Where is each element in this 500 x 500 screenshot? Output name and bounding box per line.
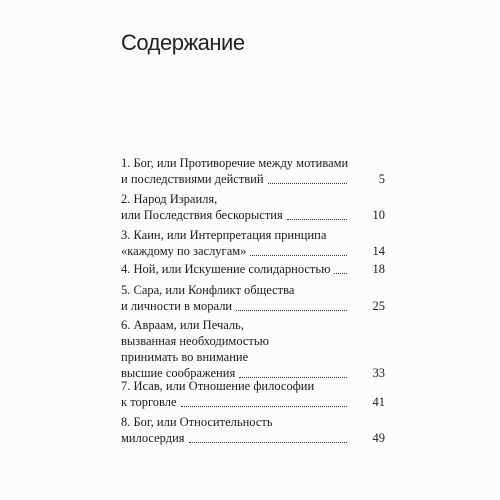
toc-line-text: 3. Каин, или Интерпретация принципа bbox=[121, 228, 327, 242]
toc-line bbox=[121, 227, 385, 243]
toc-line-text: 2. Народ Израиля, bbox=[121, 192, 218, 206]
toc-line bbox=[121, 317, 385, 333]
toc-line-text: 7. Исав, или Отношение философии bbox=[121, 379, 315, 393]
toc-line bbox=[121, 378, 385, 394]
toc-page-number: 33 bbox=[372, 366, 385, 380]
toc-page-number: 25 bbox=[372, 299, 385, 313]
toc-line bbox=[121, 414, 385, 430]
dot-leader bbox=[236, 310, 347, 311]
toc-line bbox=[121, 430, 385, 446]
toc-page-number: 14 bbox=[372, 244, 385, 258]
toc-line-text: вызванная необходимостью bbox=[121, 334, 269, 348]
toc-entry bbox=[121, 282, 385, 314]
toc-line-text: 5. Сара, или Конфликт общества bbox=[121, 283, 295, 297]
toc-entry bbox=[121, 378, 385, 410]
toc-line-text: и личности в морали bbox=[121, 299, 233, 313]
toc-line bbox=[121, 282, 385, 298]
toc-entry bbox=[121, 227, 385, 259]
toc-page-number: 49 bbox=[372, 431, 385, 445]
toc-entry bbox=[121, 414, 385, 446]
toc-line-text: 8. Бог, или Относительность bbox=[121, 415, 273, 429]
dot-leader bbox=[287, 219, 347, 220]
dot-leader bbox=[181, 406, 347, 407]
toc-line-text: 6. Авраам, или Печаль, bbox=[121, 318, 244, 332]
toc-entry bbox=[121, 317, 385, 381]
dot-leader bbox=[334, 273, 347, 274]
toc-line-text: 4. Ной, или Искушение солидарностью bbox=[121, 262, 331, 276]
toc-line bbox=[121, 191, 385, 207]
toc-line bbox=[121, 261, 385, 277]
toc-line-text: милосердия bbox=[121, 431, 185, 445]
toc-line-text: принимать во внимание bbox=[121, 350, 249, 364]
toc-entry bbox=[121, 191, 385, 223]
dot-leader bbox=[250, 255, 347, 256]
toc-line-text: высшие соображения bbox=[121, 366, 236, 380]
toc-line bbox=[121, 243, 385, 259]
toc-entry bbox=[121, 155, 385, 187]
toc-line bbox=[121, 207, 385, 223]
toc-line-text: «каждому по заслугам» bbox=[121, 244, 247, 258]
toc-page-number: 18 bbox=[372, 262, 385, 276]
toc-line bbox=[121, 155, 385, 171]
toc-page-number: 10 bbox=[372, 208, 385, 222]
toc-line-text: и последствиями действий bbox=[121, 172, 264, 186]
toc-entry bbox=[121, 261, 385, 277]
toc-line bbox=[121, 349, 385, 365]
toc-page-number: 5 bbox=[378, 172, 385, 186]
toc-line bbox=[121, 298, 385, 314]
toc-line bbox=[121, 171, 385, 187]
page-title: Содержание bbox=[121, 30, 245, 55]
toc-line-text: или Последствия бескорыстия bbox=[121, 208, 283, 222]
toc-line-text: 1. Бог, или Противоречие между мотивами bbox=[121, 156, 349, 170]
dot-leader bbox=[268, 183, 347, 184]
toc-line bbox=[121, 394, 385, 410]
toc-line bbox=[121, 333, 385, 349]
dot-leader bbox=[189, 442, 347, 443]
toc-page-number: 41 bbox=[372, 395, 385, 409]
toc-line-text: к торговле bbox=[121, 395, 177, 409]
